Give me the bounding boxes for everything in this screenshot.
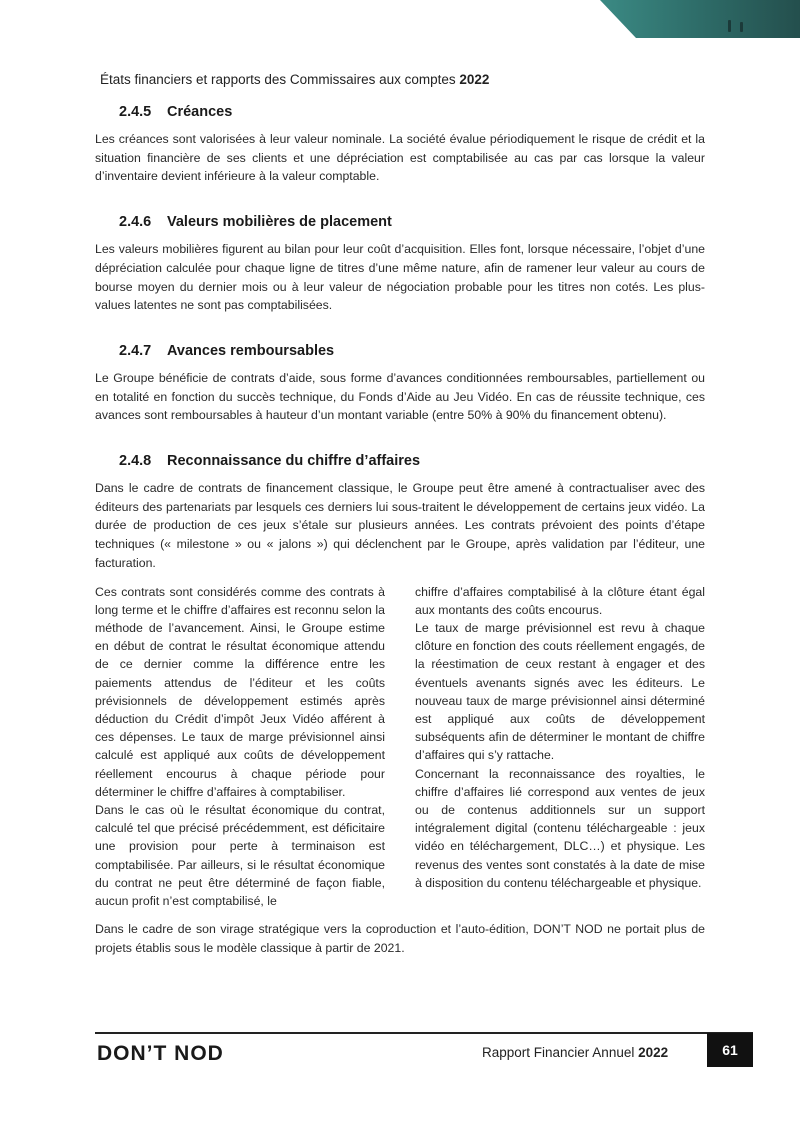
closing-paragraph: Dans le cadre de son virage stratégique vers la coproduction et l’auto-édition, DON’T NOD ne portait plus de projets établis sous le modèle classique à partir de 2021. [95,922,705,955]
paragraph: Le taux de marge prévisionnel est revu à chaque clôture en fonction des couts réellement engagés, de la réestimation de ceux restant à engager et des éventuels avenants signés avec les éditeurs. Le nouveau taux de marge prévisionnel ainsi déterminé est appliqué aux coûts de développement subséquents afin de déterminer le montant de chiffre d’affaires qui s’y rattache. [415,620,705,763]
left-column [95,583,385,911]
section-title: Avances remboursables [167,342,335,359]
section-number: 2.4.5 [119,104,152,120]
section-number: 2.4.8 [119,453,152,470]
section-valeurs-mobilieres [95,214,705,315]
paragraph: Les créances sont valorisées à leur valeur nominale. La société évalue périodiquement le risque de crédit et la situation financière de ses clients et une dépréciation est comptabilisée au cas par cas lorsque la valeur d’inventaire devient inférieure à la valeur comptable. [95,132,705,184]
main-content [95,100,705,958]
section-heading [119,214,705,230]
paragraph: Les valeurs mobilières figurent au bilan pour leur coût d’acquisition. Elles font, lorsque nécessaire, l’objet d’une dépréciation calculée pour chaque ligne de titres d’une même nature, afin de ramener leur valeur au cours de bourse moyen du dernier mois ou à leur valeur de négociation probable pour les titres non cotés. Les plus-values latentes ne sont pas comptabilisées. [95,242,705,313]
right-column [415,583,705,911]
paragraph: Ces contrats sont considérés comme des contrats à long terme et le chiffre d’affaires est reconnu selon la méthode de l’avancement. Ainsi, le Groupe estime en début de contrat le résultat économique attendu de ce dernier comme la différence entre les paiements attendus de l’éditeur et les coûts prévisionnels de développement estimés après déduction du Crédit d’impôt Jeux Vidéo afférent à ces dépenses. Le taux de marge prévisionnel ainsi calculé est appliqué aux coûts de développement réellement encourus à chaque période pour déterminer le chiffre d’affaires à comptabiliser. [95,584,385,799]
document-header [100,72,489,87]
paragraph: chiffre d’affaires comptabilisé à la clôture étant égal aux montants des coûts encourus. [415,584,705,617]
footer-title [482,1045,668,1060]
header-title: États financiers et rapports des Commissaires aux comptes [100,72,456,87]
section-heading [119,104,705,120]
footer-report-name: Rapport Financier Annuel [482,1045,635,1060]
section-heading [119,343,705,359]
footer-divider [95,1032,753,1034]
company-logo: DON’T NOD [97,1042,224,1065]
section-heading [119,453,705,469]
header-banner-image [600,0,800,38]
section-creances [95,104,705,186]
page-number: 61 [707,1033,753,1067]
paragraph: Dans le cas où le résultat économique du contrat, calculé tel que précisé précédemment, est déficitaire une provision pour perte à terminaison est comptabilisée. Par ailleurs, si le résultat économique du contrat ne peut être déterminé de façon fiable, aucun profit n’est comptabilisé, le [95,802,385,908]
figure-silhouette-icon [740,22,743,32]
figure-silhouette-icon [728,20,731,32]
paragraph: Le Groupe bénéficie de contrats d’aide, sous forme d’avances conditionnées remboursables, partiellement ou en totalité en fonction du succès technique, du Fonds d’Aide au Jeu Vidéo. En cas de réussite technique, ces avances sont remboursables à hauteur d’un montant variable (entre 50% à 90% du financement obtenu). [95,370,705,423]
two-column-text [95,583,705,911]
paragraph: Dans le cadre de contrats de financement classique, le Groupe peut être amené à contractualiser avec des éditeurs des partenariats par lesquels ces derniers lui sous-traitent le développement de certains jeux vidéo. La durée de production de ces jeux s’étale sur plusieurs années. Les contrats prévoient des points d’étape techniques (« milestone » ou « jalons ») qui déclenchent par le Groupe, après validation par l’éditeur, une facturation. [95,481,705,570]
section-avances-remboursables [95,343,705,425]
section-title: Créances [167,104,233,120]
section-number: 2.4.7 [119,342,152,359]
paragraph: Concernant la reconnaissance des royalties, le chiffre d’affaires lié correspond aux ventes de jeux ou de contenus additionnels sur un support intégralement digital (contenu téléchargeable : jeux vidéo en téléchargement, DLC…) et physique. Les revenus des ventes sont constatés à la date de mise à disposition du contenu téléchargeable et physique. [415,766,705,890]
header-year: 2022 [459,72,490,87]
section-title: Reconnaissance du chiffre d’affaires [167,453,421,470]
section-chiffre-affaires [95,453,705,958]
section-title: Valeurs mobilières de placement [167,214,392,231]
section-number: 2.4.6 [119,214,152,231]
footer-year: 2022 [638,1045,669,1060]
